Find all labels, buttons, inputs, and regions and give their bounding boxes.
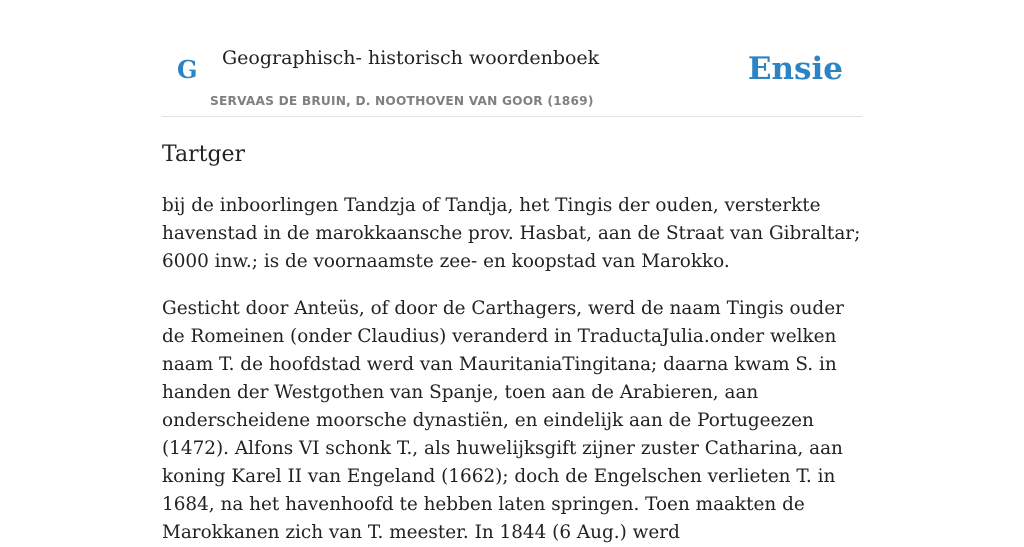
book-logo-icon[interactable]: G <box>177 55 198 84</box>
entry-paragraph: Gesticht door Anteüs, of door de Carthagers, werd de naam Tingis ouder de Romeinen (onder Claudius) veranderd in TraductaJulia.onder welken naam T. de hoofdstad werd van MauritaniaTingitana; daarna kwam S. in handen der Westgothen van Spanje, toen aan de Arabieren, aan onderscheidene moorsche dynastiën, en eindelijk aan de Portugeezen (1472). Alfons VI schonk T., als huwelijksgift zijner zuster Catharina, aan koning Karel II van Engeland (1662); doch de Engelschen verlieten T. in 1684, na het havenhoofd te hebben laten springen. Toen maakten de Marokkanen zich van T. meester. In 1844 (6 Aug.) werd <box>162 298 844 543</box>
site-header <box>162 0 862 117</box>
entry-title: Tartger <box>162 142 246 167</box>
book-authors: SERVAAS DE BRUIN, D. NOOTHOVEN VAN GOOR (1869) <box>210 94 594 108</box>
brand-logo[interactable]: Ensie <box>747 51 843 87</box>
entry-paragraph: bij de inboorlingen Tandzja of Tandja, het Tingis der ouden, versterkte havenstad in de marokkaansche prov. Hasbat, aan de Straat van Gibraltar; 6000 inw.; is de voornaamste zee- en koopstad van Marokko. <box>162 195 861 272</box>
book-title-link[interactable]: Geographisch- historisch woordenboek <box>222 47 600 69</box>
entry-content <box>162 136 872 547</box>
